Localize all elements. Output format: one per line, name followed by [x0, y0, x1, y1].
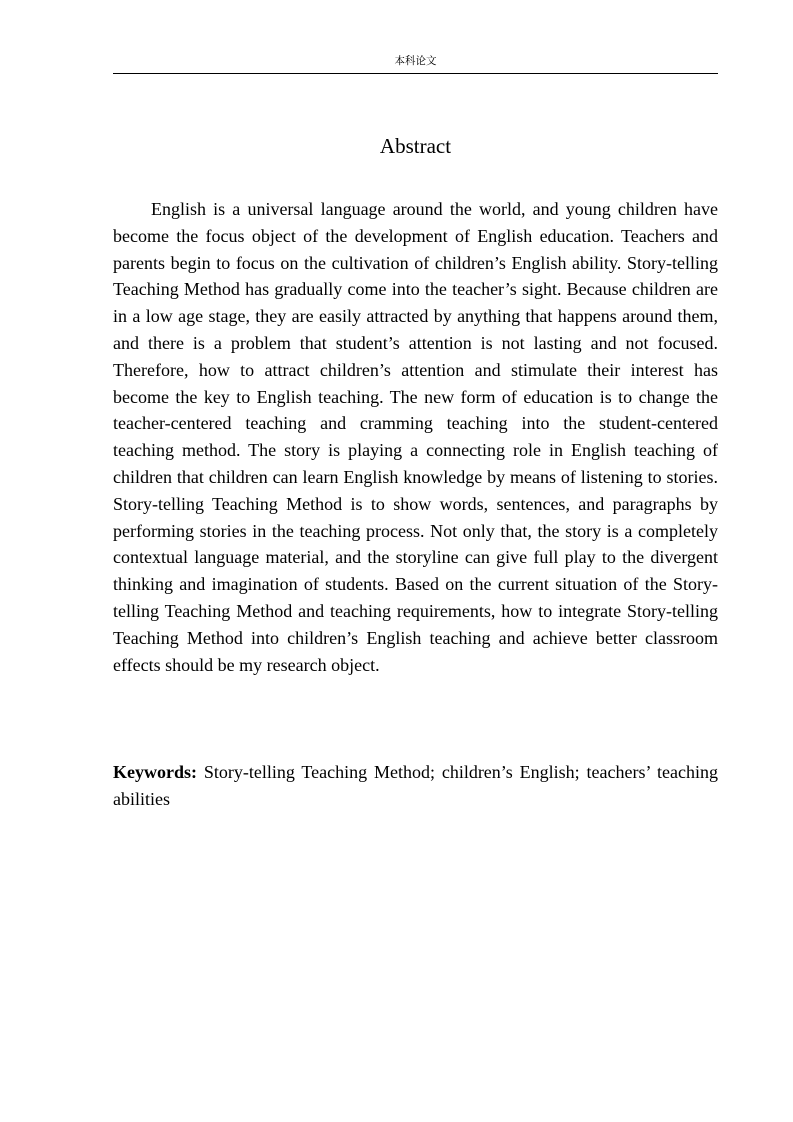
- keywords-text: Story-telling Teaching Method; children’s English; teachers’ teaching abilities: [113, 762, 718, 809]
- abstract-body: English is a universal language around the world, and young children have become the focus object of the development of English education. Teachers and parents begin to focus on the cultivation of children’s English ability. Story-telling Teaching Method has gradually come into the teacher’s sight. Because children are in a low age stage, they are easily attracted by anything that happens around them, and there is a problem that student’s attention is not lasting and not focused. Therefore, how to attract children’s attention and stimulate their interest has become the key to English teaching. The new form of education is to change the teacher-centered teaching and cramming teaching into the student-centered teaching method. The story is playing a connecting role in English teaching of children that children can learn English knowledge by means of listening to stories. Story-telling Teaching Method is to show words, sentences, and paragraphs by performing stories in the teaching process. Not only that, the story is a completely contextual language material, and the storyline can give full play to the divergent thinking and imagination of students. Based on the current situation of the Story-telling Teaching Method and teaching requirements, how to integrate Story-telling Teaching Method into children’s English teaching and achieve better classroom effects should be my research object.: [113, 199, 718, 675]
- keywords-paragraph: [113, 759, 718, 813]
- running-header: 本科论文: [394, 55, 437, 67]
- keywords-label: Keywords:: [113, 762, 197, 782]
- header-rule: [113, 73, 718, 74]
- abstract-title: Abstract: [379, 134, 452, 158]
